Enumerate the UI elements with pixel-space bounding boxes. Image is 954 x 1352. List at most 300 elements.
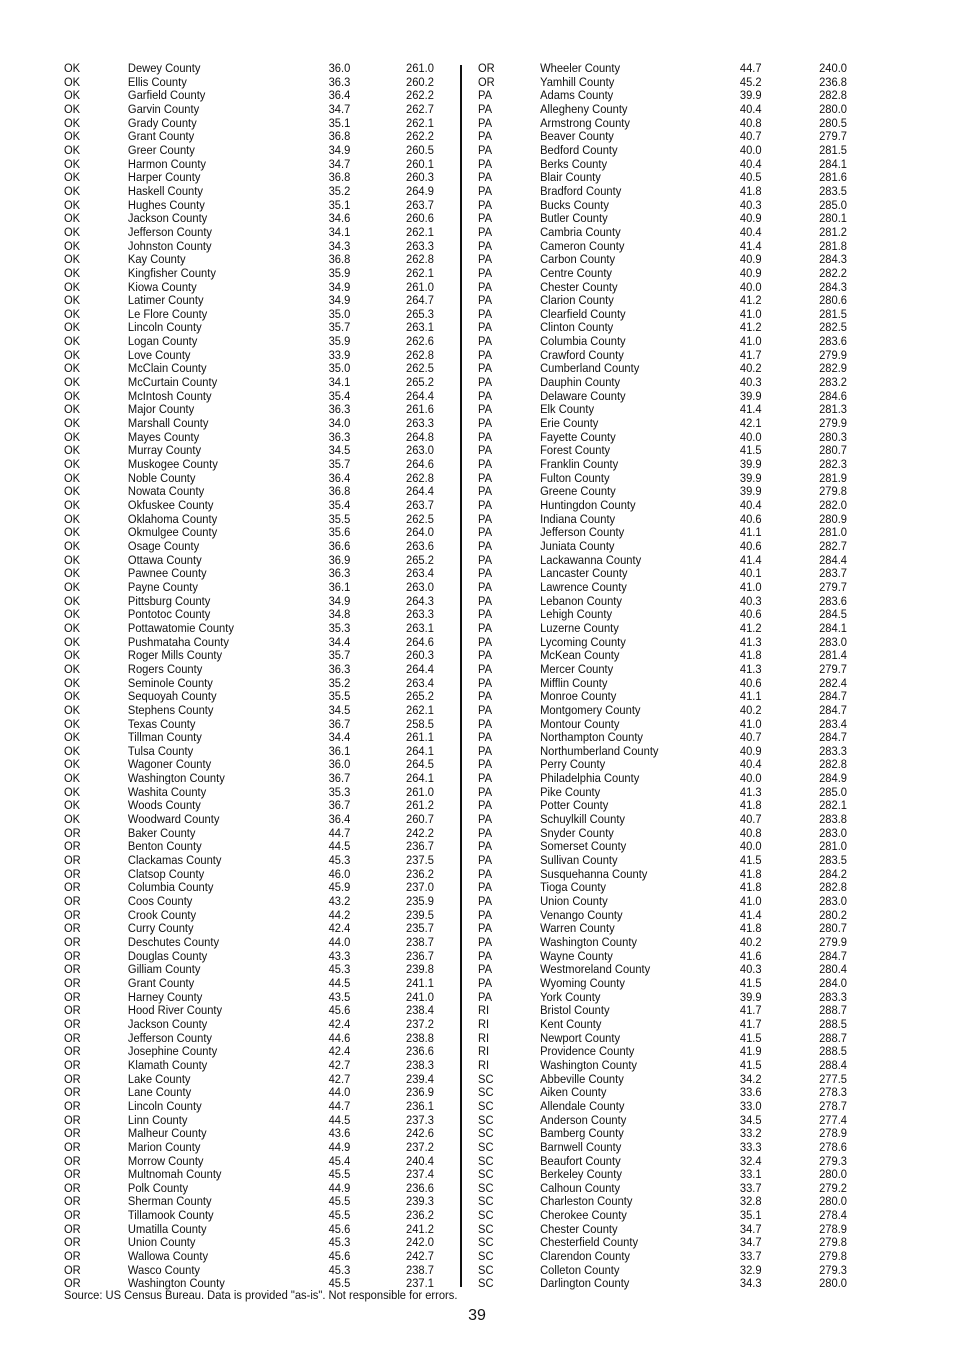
- longitude-cell: 278.6: [819, 1139, 848, 1154]
- county-cell: Sherman County: [127, 1194, 212, 1209]
- longitude-cell: 265.2: [406, 375, 434, 390]
- county-cell: Tioga County: [540, 880, 607, 895]
- longitude-cell: 237.4: [406, 1167, 434, 1182]
- county-cell: Le Flore County: [127, 306, 208, 321]
- county-cell: Bedford County: [540, 142, 618, 157]
- state-cell: OR: [64, 1235, 81, 1250]
- longitude-cell: 284.2: [819, 866, 848, 881]
- state-cell: SC: [478, 1221, 494, 1236]
- county-cell: Kay County: [127, 252, 186, 267]
- longitude-cell: 280.0: [819, 1194, 848, 1209]
- longitude-cell: 262.1: [406, 115, 434, 130]
- longitude-cell: 238.8: [406, 1030, 434, 1045]
- state-cell: OK: [64, 538, 81, 553]
- longitude-cell: 263.0: [406, 579, 434, 594]
- county-cell: Columbia County: [127, 880, 214, 895]
- county-cell: McIntosh County: [127, 388, 212, 403]
- state-cell: OR: [64, 866, 81, 881]
- longitude-cell: 236.7: [406, 948, 434, 963]
- longitude-cell: 242.2: [406, 825, 434, 840]
- latitude-cell: 45.4: [328, 1153, 351, 1168]
- state-cell: PA: [478, 661, 493, 676]
- longitude-cell: 261.2: [406, 798, 434, 813]
- county-cell: Tulsa County: [127, 743, 194, 758]
- latitude-cell: 42.4: [328, 1044, 351, 1059]
- state-cell: PA: [478, 730, 493, 745]
- state-cell: OK: [64, 689, 81, 704]
- longitude-cell: 281.8: [819, 238, 848, 253]
- longitude-cell: 279.3: [819, 1153, 848, 1168]
- latitude-cell: 45.9: [328, 880, 351, 895]
- county-cell: Harper County: [127, 170, 201, 185]
- state-cell: OR: [64, 975, 81, 990]
- county-cell: Deschutes County: [127, 935, 220, 949]
- county-cell: Morrow County: [127, 1153, 204, 1168]
- longitude-cell: 235.7: [406, 921, 434, 936]
- county-cell: Indiana County: [540, 511, 616, 526]
- state-cell: PA: [478, 265, 493, 280]
- county-cell: Abbeville County: [540, 1071, 624, 1086]
- longitude-cell: 239.3: [406, 1194, 434, 1209]
- state-cell: SC: [478, 1139, 494, 1154]
- county-cell: Cherokee County: [540, 1208, 627, 1223]
- state-cell: SC: [478, 1276, 494, 1291]
- county-cell: Darlington County: [540, 1276, 630, 1291]
- state-cell: OK: [64, 183, 81, 198]
- state-cell: OR: [64, 989, 81, 1004]
- latitude-cell: 32.4: [739, 1153, 762, 1168]
- latitude-cell: 44.5: [328, 975, 351, 990]
- county-cell: Centre County: [540, 265, 613, 280]
- county-cell: Sequoyah County: [127, 689, 217, 704]
- latitude-cell: 45.6: [328, 1249, 351, 1264]
- county-cell: Armstrong County: [540, 115, 630, 130]
- longitude-cell: 280.7: [819, 443, 848, 458]
- latitude-cell: 35.0: [328, 306, 351, 321]
- state-cell: OK: [64, 593, 81, 608]
- state-cell: OK: [64, 443, 81, 458]
- latitude-cell: 40.0: [739, 429, 762, 444]
- latitude-cell: 41.8: [739, 866, 762, 881]
- state-cell: SC: [478, 1194, 494, 1209]
- county-cell: Josephine County: [127, 1044, 218, 1059]
- county-cell: Greer County: [127, 142, 195, 157]
- county-cell: Northumberland County: [540, 743, 659, 758]
- longitude-cell: 288.7: [819, 1030, 848, 1045]
- latitude-cell: 41.9: [739, 1044, 762, 1059]
- state-cell: OR: [64, 1057, 81, 1072]
- state-cell: OR: [64, 1139, 81, 1154]
- latitude-cell: 40.8: [739, 825, 762, 840]
- longitude-cell: 282.9: [819, 361, 848, 376]
- state-cell: OK: [64, 661, 81, 676]
- county-cell: Potter County: [540, 798, 609, 813]
- county-cell: Washington County: [127, 771, 225, 786]
- state-cell: PA: [478, 784, 493, 799]
- latitude-cell: 40.6: [739, 607, 762, 622]
- county-cell: Elk County: [540, 402, 595, 417]
- state-cell: RI: [478, 1030, 490, 1045]
- longitude-cell: 281.0: [819, 839, 848, 854]
- state-cell: OK: [64, 306, 81, 321]
- longitude-cell: 260.6: [406, 211, 434, 226]
- longitude-cell: 281.0: [819, 525, 848, 540]
- county-cell: Luzerne County: [540, 620, 619, 635]
- latitude-cell: 35.7: [328, 648, 351, 663]
- longitude-cell: 282.5: [819, 320, 848, 335]
- state-cell: OR: [64, 962, 81, 977]
- state-cell: OR: [64, 825, 81, 840]
- latitude-cell: 41.0: [739, 716, 762, 731]
- county-cell: Murray County: [127, 443, 202, 458]
- state-cell: SC: [478, 1262, 494, 1277]
- longitude-cell: 280.6: [819, 293, 848, 308]
- state-cell: OK: [64, 402, 81, 417]
- county-cell: Kingfisher County: [127, 265, 216, 280]
- longitude-cell: 282.8: [819, 88, 848, 103]
- longitude-cell: 260.1: [406, 156, 434, 171]
- longitude-cell: 280.0: [819, 1167, 848, 1182]
- county-cell: Hughes County: [127, 197, 205, 212]
- longitude-cell: 241.2: [406, 1221, 434, 1236]
- longitude-cell: 240.4: [406, 1153, 434, 1168]
- state-cell: OR: [64, 948, 81, 963]
- longitude-cell: 260.3: [406, 170, 434, 185]
- state-cell: OK: [64, 74, 81, 89]
- latitude-cell: 39.9: [739, 457, 762, 472]
- county-cell: Oklahoma County: [127, 511, 218, 526]
- state-cell: PA: [478, 989, 493, 1004]
- county-cell: Northampton County: [540, 730, 644, 745]
- longitude-cell: 236.2: [406, 1208, 434, 1223]
- county-cell: Pawnee County: [127, 566, 207, 581]
- county-cell: Berkeley County: [540, 1167, 622, 1182]
- county-cell: Cameron County: [540, 238, 625, 253]
- state-cell: OK: [64, 61, 81, 75]
- latitude-cell: 40.8: [739, 115, 762, 130]
- longitude-cell: 288.5: [819, 1016, 848, 1031]
- latitude-cell: 44.5: [328, 1112, 351, 1127]
- longitude-cell: 281.3: [819, 402, 848, 417]
- longitude-cell: 281.5: [819, 142, 848, 157]
- longitude-cell: 280.2: [819, 907, 848, 922]
- latitude-cell: 35.2: [328, 675, 351, 690]
- source-note: Source: US Census Bureau. Data is provided "as-is". Not responsible for errors.: [64, 1288, 458, 1302]
- county-cell: Bradford County: [540, 183, 622, 198]
- latitude-cell: 40.1: [739, 566, 762, 581]
- state-cell: PA: [478, 101, 493, 116]
- county-cell: Sullivan County: [540, 853, 618, 868]
- county-cell: Mayes County: [127, 429, 200, 444]
- state-cell: OR: [64, 853, 81, 868]
- latitude-cell: 41.0: [739, 894, 762, 909]
- county-cell: Grant County: [127, 129, 195, 144]
- state-cell: OR: [64, 1194, 81, 1209]
- latitude-cell: 34.1: [328, 224, 351, 239]
- latitude-cell: 36.7: [328, 771, 351, 786]
- state-cell: PA: [478, 306, 493, 321]
- state-cell: PA: [478, 498, 493, 512]
- state-cell: PA: [478, 894, 493, 909]
- latitude-cell: 33.2: [739, 1126, 762, 1141]
- latitude-cell: 40.4: [739, 498, 762, 512]
- longitude-cell: 278.7: [819, 1098, 848, 1113]
- longitude-cell: 279.8: [819, 1235, 848, 1250]
- longitude-cell: 282.8: [819, 880, 848, 895]
- longitude-cell: 280.0: [819, 101, 848, 116]
- state-cell: SC: [478, 1208, 494, 1223]
- latitude-cell: 34.0: [328, 416, 351, 431]
- county-cell: Lehigh County: [540, 607, 613, 622]
- county-cell: Jefferson County: [127, 224, 213, 239]
- state-cell: OK: [64, 798, 81, 813]
- latitude-cell: 41.5: [739, 853, 762, 868]
- longitude-cell: 263.1: [406, 620, 434, 635]
- latitude-cell: 39.9: [739, 388, 762, 403]
- latitude-cell: 41.4: [739, 552, 762, 567]
- latitude-cell: 39.9: [739, 470, 762, 485]
- latitude-cell: 35.3: [328, 784, 351, 799]
- state-cell: PA: [478, 716, 493, 731]
- county-cell: Wayne County: [540, 948, 613, 963]
- state-cell: OK: [64, 388, 81, 403]
- state-cell: PA: [478, 156, 493, 171]
- state-cell: OK: [64, 375, 81, 390]
- latitude-cell: 34.5: [328, 443, 351, 458]
- longitude-cell: 262.5: [406, 361, 434, 376]
- longitude-cell: 284.7: [819, 689, 848, 704]
- latitude-cell: 36.1: [328, 579, 351, 594]
- longitude-cell: 281.2: [819, 224, 848, 239]
- latitude-cell: 40.7: [739, 129, 762, 144]
- latitude-cell: 41.2: [739, 620, 762, 635]
- latitude-cell: 45.2: [739, 74, 762, 89]
- longitude-cell: 238.4: [406, 1003, 434, 1018]
- state-cell: SC: [478, 1126, 494, 1141]
- latitude-cell: 40.4: [739, 156, 762, 171]
- state-cell: OK: [64, 279, 81, 294]
- county-cell: Okmulgee County: [127, 525, 218, 540]
- latitude-cell: 41.8: [739, 921, 762, 936]
- state-cell: PA: [478, 252, 493, 267]
- county-cell: Crook County: [127, 907, 197, 922]
- county-cell: Lincoln County: [127, 320, 202, 335]
- longitude-cell: 264.4: [406, 484, 434, 499]
- county-cell: Dewey County: [127, 61, 201, 75]
- county-cell: Linn County: [127, 1112, 188, 1127]
- county-cell: Susquehanna County: [540, 866, 648, 881]
- state-cell: OR: [64, 894, 81, 909]
- county-cell: Erie County: [540, 416, 599, 431]
- latitude-cell: 35.1: [739, 1208, 762, 1223]
- latitude-cell: 36.7: [328, 798, 351, 813]
- latitude-cell: 36.3: [328, 74, 351, 89]
- latitude-cell: 41.7: [739, 347, 762, 362]
- latitude-cell: 32.8: [739, 1194, 762, 1209]
- latitude-cell: 40.7: [739, 812, 762, 827]
- county-cell: Lebanon County: [540, 593, 622, 608]
- state-cell: OK: [64, 224, 81, 239]
- county-cell: Delaware County: [540, 388, 626, 403]
- latitude-cell: 35.1: [328, 115, 351, 130]
- longitude-cell: 264.6: [406, 634, 434, 649]
- state-cell: PA: [478, 525, 493, 540]
- latitude-cell: 35.6: [328, 525, 351, 540]
- longitude-cell: 283.3: [819, 989, 848, 1004]
- county-cell: Forest County: [540, 443, 611, 458]
- longitude-cell: 283.0: [819, 634, 848, 649]
- latitude-cell: 41.5: [739, 1057, 762, 1072]
- state-cell: PA: [478, 798, 493, 813]
- state-cell: OK: [64, 334, 81, 349]
- county-cell: Allendale County: [540, 1098, 625, 1113]
- county-cell: Union County: [127, 1235, 196, 1250]
- longitude-cell: 237.2: [406, 1139, 434, 1154]
- longitude-cell: 288.7: [819, 1003, 848, 1018]
- county-cell: Baker County: [127, 825, 196, 840]
- longitude-cell: 264.1: [406, 771, 434, 786]
- state-cell: PA: [478, 511, 493, 526]
- county-cell: Major County: [127, 402, 195, 417]
- state-cell: PA: [478, 320, 493, 335]
- latitude-cell: 44.7: [739, 61, 762, 75]
- county-cell: Monroe County: [540, 689, 617, 704]
- longitude-cell: 262.5: [406, 511, 434, 526]
- latitude-cell: 40.3: [739, 593, 762, 608]
- county-cell: Washington County: [127, 1276, 225, 1291]
- longitude-cell: 262.6: [406, 334, 434, 349]
- county-cell: Noble County: [127, 470, 196, 485]
- longitude-cell: 265.3: [406, 306, 434, 321]
- longitude-cell: 264.9: [406, 183, 434, 198]
- latitude-cell: 42.7: [328, 1071, 351, 1086]
- latitude-cell: 36.4: [328, 470, 351, 485]
- longitude-cell: 282.7: [819, 538, 848, 553]
- longitude-cell: 280.3: [819, 429, 848, 444]
- state-cell: OK: [64, 675, 81, 690]
- latitude-cell: 33.7: [739, 1180, 762, 1195]
- latitude-cell: 41.8: [739, 798, 762, 813]
- state-cell: OK: [64, 156, 81, 171]
- state-cell: OK: [64, 771, 81, 786]
- latitude-cell: 39.9: [739, 989, 762, 1004]
- county-cell: Benton County: [127, 839, 202, 854]
- county-cell: Tillamook County: [127, 1208, 214, 1223]
- state-cell: PA: [478, 853, 493, 868]
- longitude-cell: 284.7: [819, 730, 848, 745]
- state-cell: PA: [478, 470, 493, 485]
- county-cell: Yamhill County: [540, 74, 615, 89]
- state-cell: OK: [64, 743, 81, 758]
- latitude-cell: 34.5: [328, 702, 351, 717]
- latitude-cell: 40.3: [739, 197, 762, 212]
- county-cell: Clarion County: [540, 293, 614, 308]
- longitude-cell: 282.4: [819, 675, 848, 690]
- county-cell: Tillman County: [127, 730, 202, 745]
- state-cell: OK: [64, 429, 81, 444]
- county-cell: Aiken County: [540, 1085, 607, 1100]
- longitude-cell: 264.5: [406, 757, 434, 772]
- latitude-cell: 41.4: [739, 402, 762, 417]
- county-cell: Schuylkill County: [540, 812, 626, 827]
- longitude-cell: 265.2: [406, 552, 434, 567]
- longitude-cell: 239.8: [406, 962, 434, 977]
- longitude-cell: 237.3: [406, 1112, 434, 1127]
- state-cell: PA: [478, 429, 493, 444]
- latitude-cell: 35.9: [328, 334, 351, 349]
- latitude-cell: 41.8: [739, 880, 762, 895]
- county-cell: Providence County: [540, 1044, 635, 1059]
- longitude-cell: 285.0: [819, 784, 848, 799]
- state-cell: PA: [478, 880, 493, 895]
- latitude-cell: 40.0: [739, 142, 762, 157]
- state-cell: OK: [64, 648, 81, 663]
- county-cell: Carbon County: [540, 252, 616, 267]
- longitude-cell: 242.7: [406, 1249, 434, 1264]
- state-cell: PA: [478, 634, 493, 649]
- county-cell: Woods County: [127, 798, 201, 813]
- latitude-cell: 34.9: [328, 293, 351, 308]
- county-cell: Texas County: [127, 716, 196, 731]
- latitude-cell: 41.6: [739, 948, 762, 963]
- county-cell: Calhoun County: [540, 1180, 621, 1195]
- county-cell: Clarendon County: [540, 1249, 631, 1264]
- state-cell: PA: [478, 361, 493, 376]
- longitude-cell: 236.6: [406, 1044, 434, 1059]
- longitude-cell: 236.1: [406, 1098, 434, 1113]
- county-cell: Wasco County: [127, 1262, 200, 1277]
- longitude-cell: 262.2: [406, 88, 434, 103]
- latitude-cell: 43.2: [328, 894, 351, 909]
- state-cell: OR: [64, 1003, 81, 1018]
- state-cell: PA: [478, 183, 493, 198]
- state-cell: OR: [64, 1085, 81, 1100]
- latitude-cell: 45.3: [328, 1235, 351, 1250]
- latitude-cell: 35.0: [328, 361, 351, 376]
- county-cell: Muskogee County: [127, 457, 218, 472]
- county-cell: Douglas County: [127, 948, 208, 963]
- state-cell: PA: [478, 648, 493, 663]
- longitude-cell: 278.9: [819, 1221, 848, 1236]
- county-cell: Barnwell County: [540, 1139, 622, 1154]
- longitude-cell: 237.0: [406, 880, 434, 895]
- state-cell: PA: [478, 962, 493, 977]
- longitude-cell: 285.0: [819, 197, 848, 212]
- county-cell: Garvin County: [127, 101, 200, 116]
- state-cell: PA: [478, 538, 493, 553]
- county-cell: Osage County: [127, 538, 200, 553]
- latitude-cell: 36.6: [328, 538, 351, 553]
- longitude-cell: 284.9: [819, 771, 848, 786]
- longitude-cell: 279.9: [819, 416, 848, 431]
- latitude-cell: 40.4: [739, 224, 762, 239]
- longitude-cell: 283.4: [819, 716, 848, 731]
- state-cell: OR: [478, 61, 495, 75]
- latitude-cell: 35.4: [328, 388, 351, 403]
- latitude-cell: 43.5: [328, 989, 351, 1004]
- county-cell: McCurtain County: [127, 375, 218, 390]
- state-cell: OR: [64, 1044, 81, 1059]
- longitude-cell: 280.4: [819, 962, 848, 977]
- latitude-cell: 41.4: [739, 907, 762, 922]
- county-cell: Ottawa County: [127, 552, 202, 567]
- county-cell: Grady County: [127, 115, 197, 130]
- latitude-cell: 41.3: [739, 634, 762, 649]
- state-cell: RI: [478, 1016, 490, 1031]
- state-cell: PA: [478, 566, 493, 581]
- county-cell: Anderson County: [540, 1112, 627, 1127]
- state-cell: OK: [64, 416, 81, 431]
